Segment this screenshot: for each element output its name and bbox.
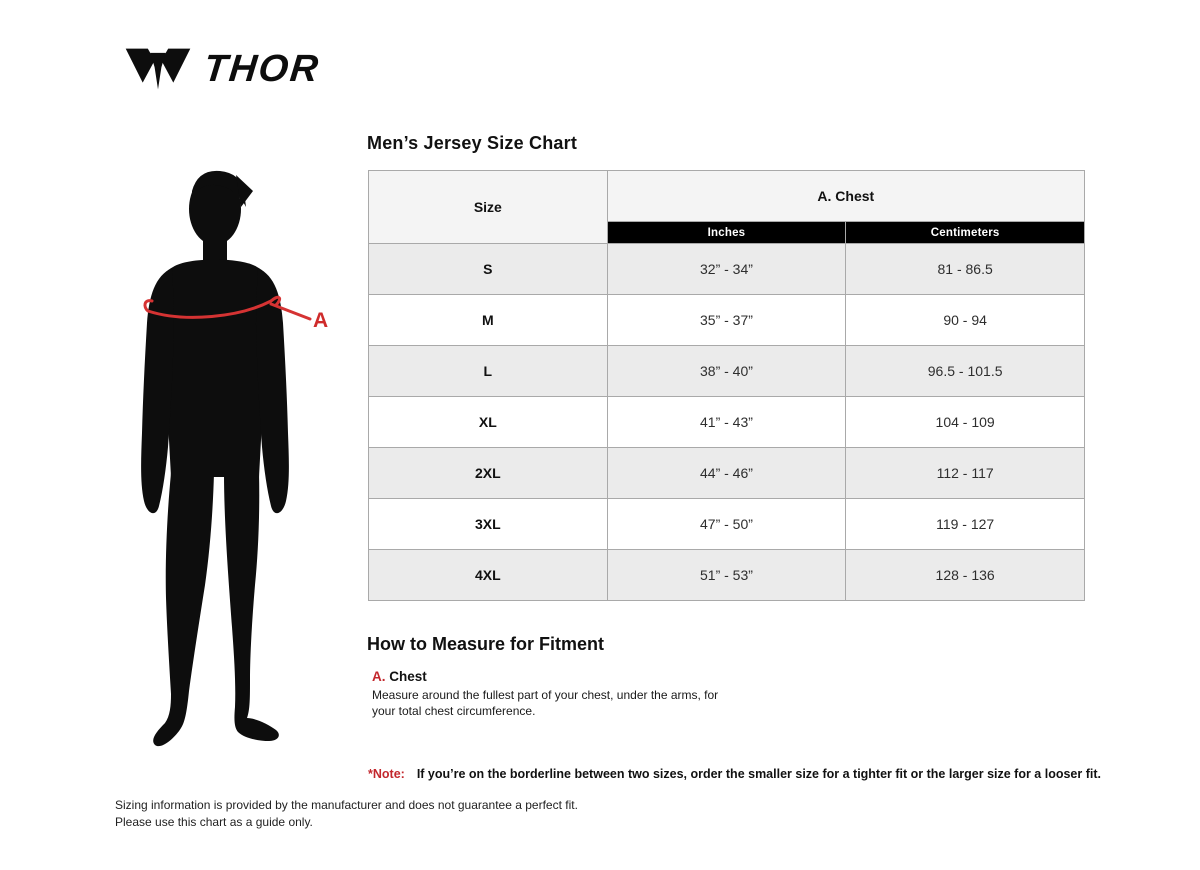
centimeters-value: 119 - 127 bbox=[846, 499, 1085, 550]
brand-logo bbox=[124, 42, 320, 96]
size-value: 4XL bbox=[369, 550, 608, 601]
size-value: 3XL bbox=[369, 499, 608, 550]
table-group-header-row bbox=[369, 171, 1085, 222]
measure-item-chest bbox=[372, 669, 727, 720]
size-value: M bbox=[369, 295, 608, 346]
measure-item-name: Chest bbox=[389, 669, 427, 684]
centimeters-value: 128 - 136 bbox=[846, 550, 1085, 601]
inches-value: 47” - 50” bbox=[607, 499, 846, 550]
measure-item-description: Measure around the fullest part of your chest, under the arms, for your total chest circumference. bbox=[372, 688, 719, 718]
inches-value: 35” - 37” bbox=[607, 295, 846, 346]
measure-item-label bbox=[372, 669, 727, 684]
centimeters-value: 81 - 86.5 bbox=[846, 244, 1085, 295]
centimeters-value: 96.5 - 101.5 bbox=[846, 346, 1085, 397]
table-row bbox=[369, 244, 1085, 295]
table-row bbox=[369, 295, 1085, 346]
measure-item-key: A. bbox=[372, 669, 386, 684]
disclaimer-line-2: Please use this chart as a guide only. bbox=[115, 814, 313, 829]
inches-value: 32” - 34” bbox=[607, 244, 846, 295]
centimeters-value: 112 - 117 bbox=[846, 448, 1085, 499]
disclaimer-line-1: Sizing information is provided by the manufacturer and does not guarantee a perfect fit. bbox=[115, 798, 578, 812]
inches-value: 41” - 43” bbox=[607, 397, 846, 448]
body-measurement-figure bbox=[140, 165, 345, 760]
measure-section-heading: How to Measure for Fitment bbox=[367, 634, 605, 654]
brand-wordmark: THOR bbox=[201, 48, 322, 90]
size-chart-table bbox=[368, 170, 1085, 601]
thor-y-icon bbox=[124, 42, 192, 96]
column-header-inches: Inches bbox=[607, 222, 846, 244]
note-text: If you’re on the borderline between two sizes, order the smaller size for a tighter fit or the larger size for a looser fit. bbox=[416, 767, 1101, 781]
size-value: 2XL bbox=[369, 448, 608, 499]
manufacturer-disclaimer bbox=[115, 797, 578, 831]
sizing-note bbox=[368, 767, 1101, 781]
table-row bbox=[369, 550, 1085, 601]
chest-measurement-label: A bbox=[313, 309, 329, 332]
column-header-chest: A. Chest bbox=[607, 171, 1084, 222]
note-prefix: *Note: bbox=[368, 767, 405, 781]
centimeters-value: 90 - 94 bbox=[846, 295, 1085, 346]
column-header-size: Size bbox=[369, 171, 608, 244]
size-value: XL bbox=[369, 397, 608, 448]
size-value: S bbox=[369, 244, 608, 295]
size-value: L bbox=[369, 346, 608, 397]
table-row bbox=[369, 346, 1085, 397]
centimeters-value: 104 - 109 bbox=[846, 397, 1085, 448]
table-row bbox=[369, 499, 1085, 550]
column-header-centimeters: Centimeters bbox=[846, 222, 1085, 244]
table-row bbox=[369, 397, 1085, 448]
inches-value: 51” - 53” bbox=[607, 550, 846, 601]
inches-value: 38” - 40” bbox=[607, 346, 846, 397]
male-silhouette-illustration bbox=[140, 165, 345, 760]
inches-value: 44” - 46” bbox=[607, 448, 846, 499]
size-chart-title: Men’s Jersey Size Chart bbox=[367, 133, 578, 153]
table-row bbox=[369, 448, 1085, 499]
